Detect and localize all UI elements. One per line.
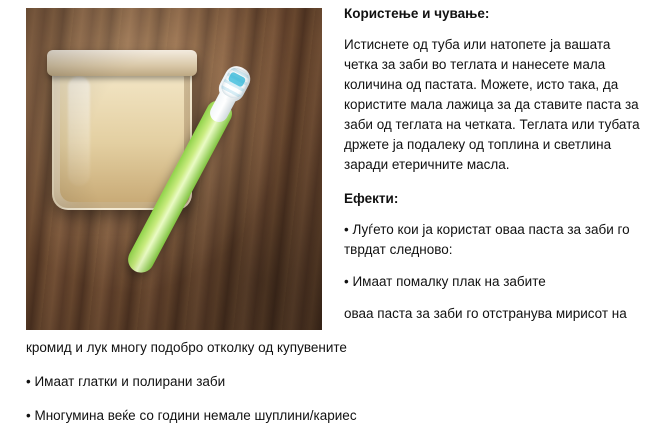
photo-vignette — [26, 8, 322, 330]
list-item-effect-3: • Имаат глатки и полирани заби — [26, 374, 226, 389]
paragraph-onion-garlic-continuation: кромид и лук многу подобро отколку од купувените — [26, 340, 347, 355]
paragraph-usage-and-storage: Истиснете од туба или натопете ја вашата четка за заби во теглата и нанесете мала количина од пастата. Можете, исто така, да користите мала лажица за да ставите паста за заби од теглата на четката. Теглата или тубата држете ја подалеку од топлина и светлина заради етеричните масла. — [344, 37, 640, 172]
heading-effects: Ефекти: — [344, 191, 399, 206]
toothpaste-photo — [26, 8, 322, 330]
bottom-text-column — [26, 338, 446, 426]
heading-usage-and-storage: Користење и чување: — [344, 6, 490, 21]
list-item-effect-4: • Многумина веќе со години немале шуплини/кариес — [26, 408, 357, 423]
right-text-column — [344, 6, 644, 324]
list-item-effect-1: • Луѓето кои ја користат оваа паста за заби го тврдат следново: — [344, 222, 630, 257]
list-item-effect-2: • Имаат помалку плак на забите — [344, 274, 546, 289]
paragraph-odor-removal: оваа паста за заби го отстранува мирисот на — [344, 306, 627, 321]
